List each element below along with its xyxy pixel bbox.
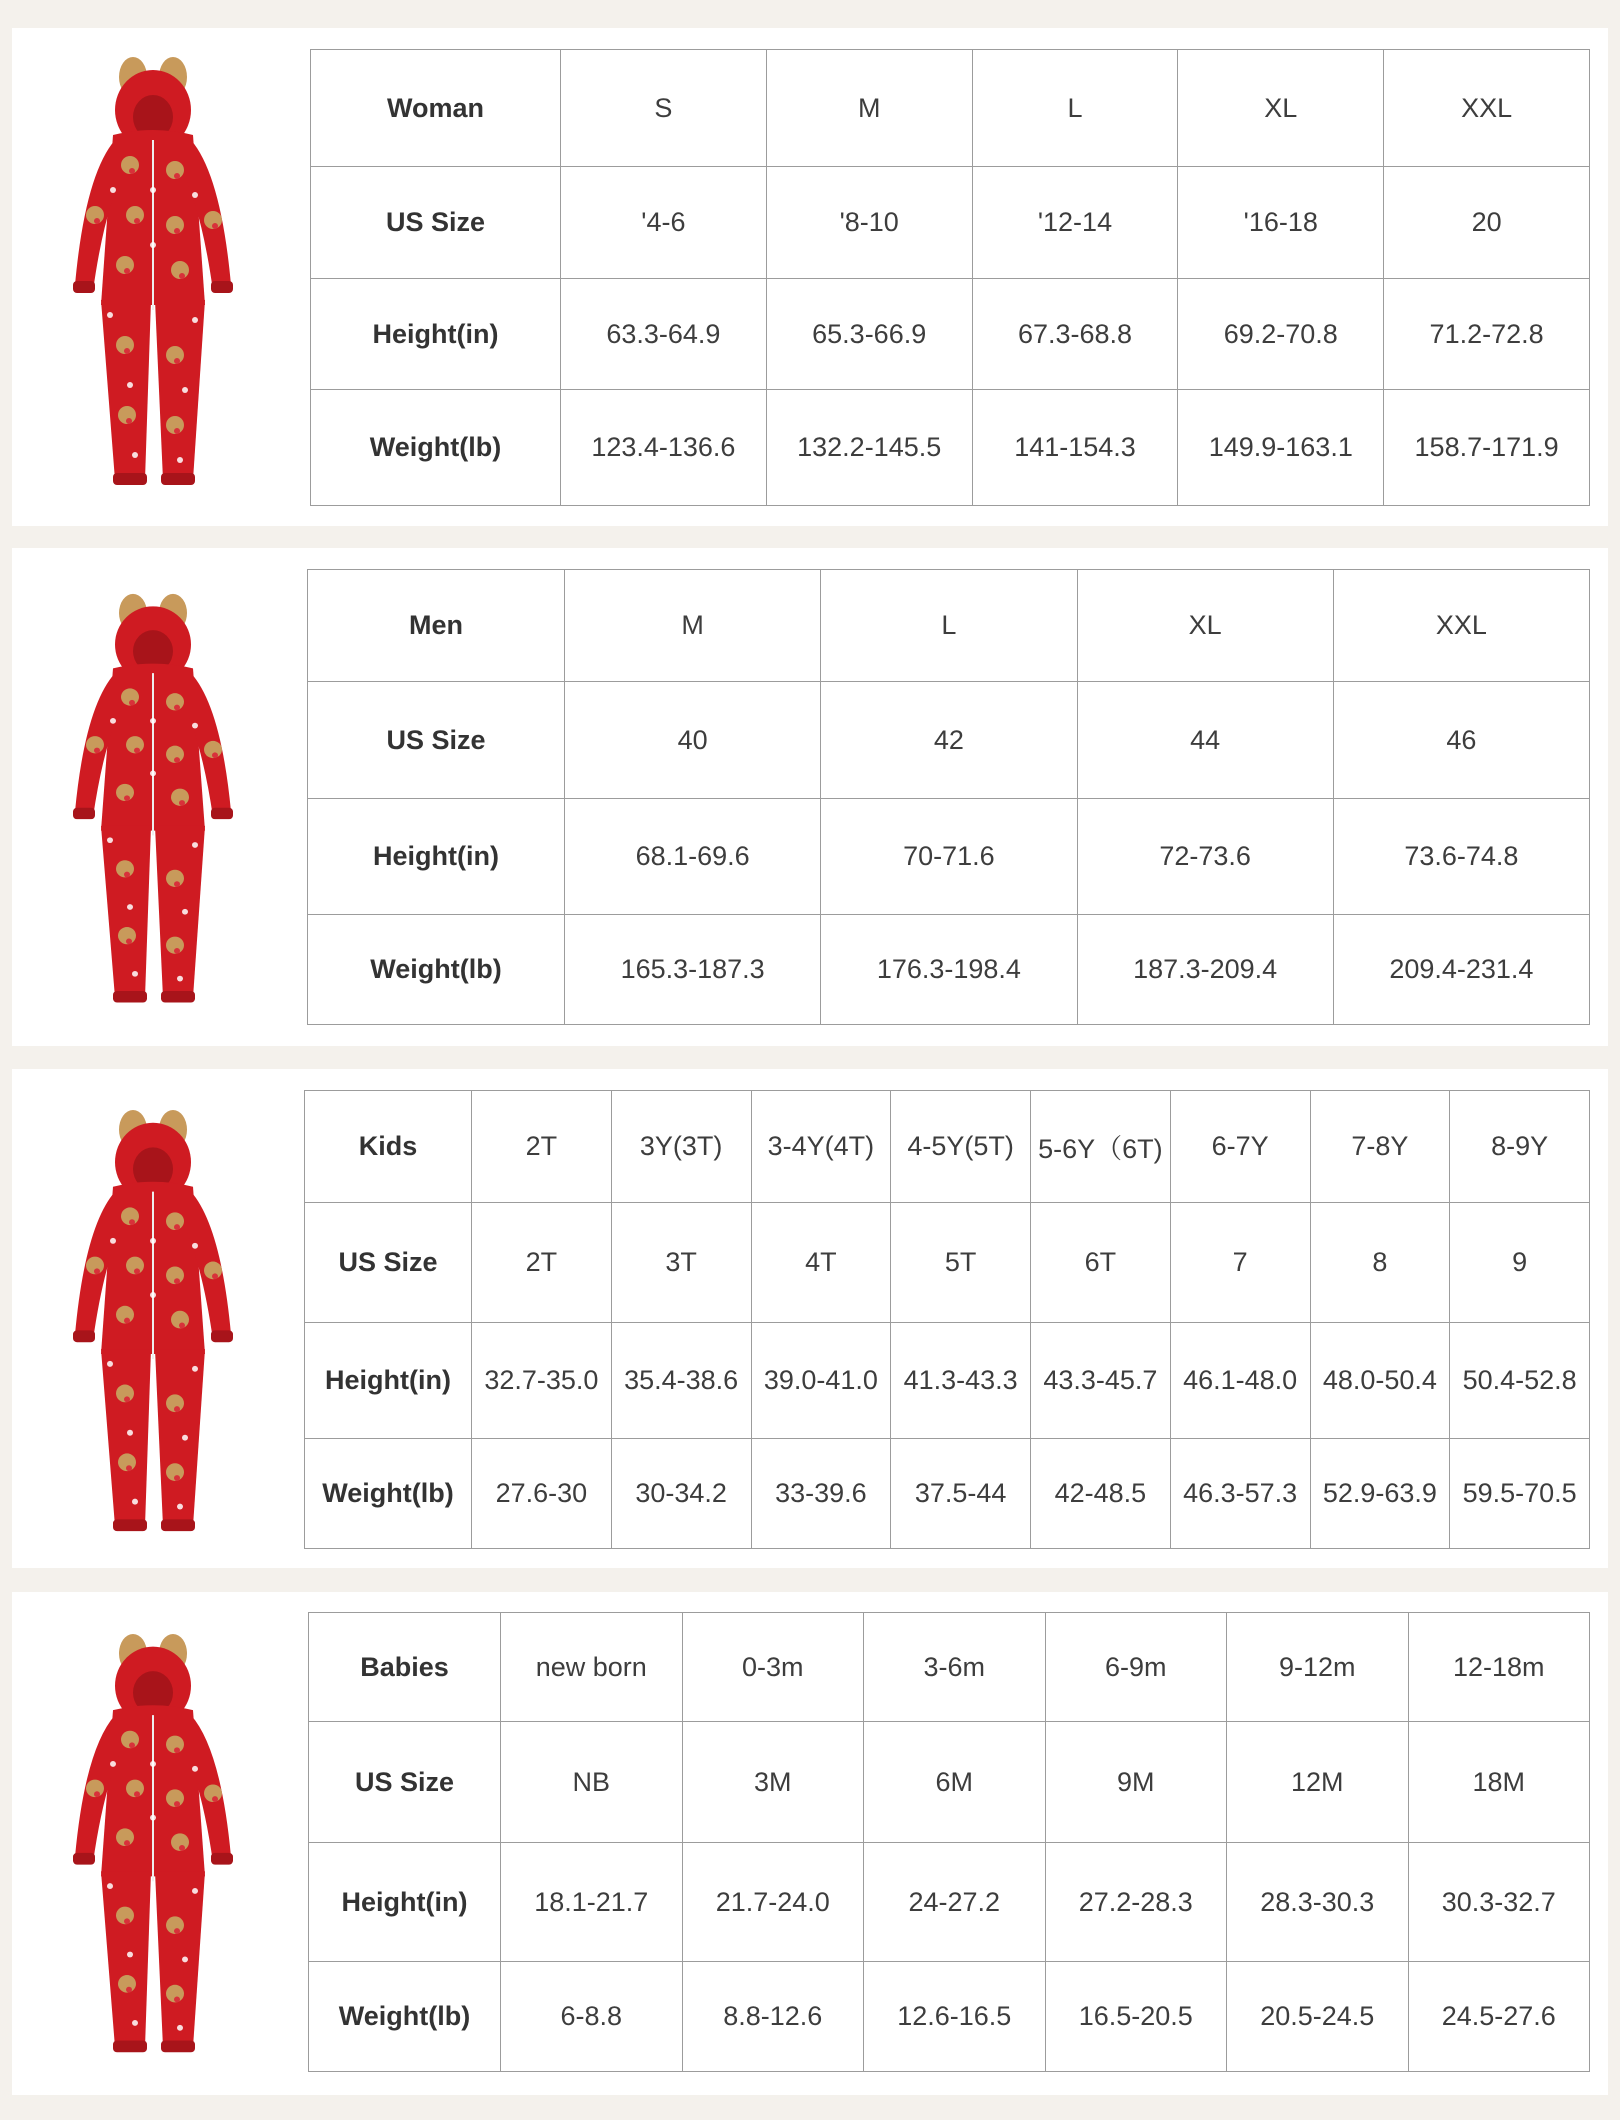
- table-header-row: [308, 570, 1590, 682]
- table-cell: M: [565, 570, 821, 682]
- table-cell: 35.4-38.6: [611, 1323, 751, 1439]
- table-cell: 3T: [611, 1203, 751, 1323]
- table-cell: '16-18: [1178, 167, 1384, 279]
- table-cell: 4-5Y(5T): [891, 1091, 1031, 1203]
- table-cell: XL: [1178, 50, 1384, 167]
- table-cell: 3-6m: [864, 1613, 1046, 1722]
- kids-size-table: [304, 1090, 1590, 1549]
- men-onesie-image: [35, 592, 270, 1012]
- table-cell: 21.7-24.0: [682, 1843, 864, 1962]
- table-cell: XXL: [1333, 570, 1589, 682]
- table-cell: Men: [308, 570, 565, 682]
- table-cell: NB: [501, 1722, 683, 1843]
- table-cell: 46: [1333, 682, 1589, 799]
- table-header-row: [309, 1613, 1590, 1722]
- table-cell: 59.5-70.5: [1450, 1439, 1590, 1549]
- babies-size-table: [308, 1612, 1590, 2072]
- table-cell: 9M: [1045, 1722, 1227, 1843]
- table-cell: M: [766, 50, 972, 167]
- table-cell: 187.3-209.4: [1077, 915, 1333, 1025]
- table-cell: 12-18m: [1408, 1613, 1590, 1722]
- table-cell: 2T: [472, 1091, 612, 1203]
- table-cell: 8: [1310, 1203, 1450, 1323]
- table-cell: 70-71.6: [821, 799, 1077, 915]
- table-cell: 27.6-30: [472, 1439, 612, 1549]
- table-cell: L: [972, 50, 1178, 167]
- table-cell: 27.2-28.3: [1045, 1843, 1227, 1962]
- table-cell: new born: [501, 1613, 683, 1722]
- table-cell: 37.5-44: [891, 1439, 1031, 1549]
- table-cell: 50.4-52.8: [1450, 1323, 1590, 1439]
- table-row: [311, 167, 1590, 279]
- table-cell: 158.7-171.9: [1384, 390, 1590, 506]
- table-cell: L: [821, 570, 1077, 682]
- woman-onesie-image: [35, 55, 270, 495]
- table-cell: 72-73.6: [1077, 799, 1333, 915]
- table-cell: Weight(lb): [308, 915, 565, 1025]
- table-cell: 63.3-64.9: [561, 279, 767, 390]
- table-cell: Height(in): [311, 279, 561, 390]
- table-cell: 40: [565, 682, 821, 799]
- table-cell: 20: [1384, 167, 1590, 279]
- table-cell: XL: [1077, 570, 1333, 682]
- table-cell: 48.0-50.4: [1310, 1323, 1450, 1439]
- table-cell: Weight(lb): [311, 390, 561, 506]
- table-cell: 165.3-187.3: [565, 915, 821, 1025]
- table-cell: 6M: [864, 1722, 1046, 1843]
- table-row: [308, 915, 1590, 1025]
- table-cell: 30-34.2: [611, 1439, 751, 1549]
- table-cell: 12.6-16.5: [864, 1962, 1046, 2072]
- table-cell: 5T: [891, 1203, 1031, 1323]
- table-cell: Height(in): [308, 799, 565, 915]
- table-cell: Height(in): [305, 1323, 472, 1439]
- table-cell: 30.3-32.7: [1408, 1843, 1590, 1962]
- table-cell: Woman: [311, 50, 561, 167]
- table-cell: XXL: [1384, 50, 1590, 167]
- table-cell: 149.9-163.1: [1178, 390, 1384, 506]
- table-cell: 0-3m: [682, 1613, 864, 1722]
- reindeer-onesie-icon: [35, 1632, 270, 2062]
- table-cell: 43.3-45.7: [1031, 1323, 1171, 1439]
- table-cell: 16.5-20.5: [1045, 1962, 1227, 2072]
- table-header-row: [305, 1091, 1590, 1203]
- table-cell: 132.2-145.5: [766, 390, 972, 506]
- table-cell: 32.7-35.0: [472, 1323, 612, 1439]
- table-row: [311, 390, 1590, 506]
- table-cell: 46.1-48.0: [1170, 1323, 1310, 1439]
- table-cell: Weight(lb): [305, 1439, 472, 1549]
- table-cell: '4-6: [561, 167, 767, 279]
- table-cell: 123.4-136.6: [561, 390, 767, 506]
- table-cell: 39.0-41.0: [751, 1323, 891, 1439]
- table-cell: 6-7Y: [1170, 1091, 1310, 1203]
- table-cell: 28.3-30.3: [1227, 1843, 1409, 1962]
- table-cell: 41.3-43.3: [891, 1323, 1031, 1439]
- table-cell: 3M: [682, 1722, 864, 1843]
- table-row: [308, 682, 1590, 799]
- table-row: [309, 1843, 1590, 1962]
- table-cell: 12M: [1227, 1722, 1409, 1843]
- table-cell: 71.2-72.8: [1384, 279, 1590, 390]
- table-cell: '8-10: [766, 167, 972, 279]
- table-cell: 141-154.3: [972, 390, 1178, 506]
- table-cell: 18M: [1408, 1722, 1590, 1843]
- table-row: [309, 1962, 1590, 2072]
- table-row: [305, 1439, 1590, 1549]
- table-cell: 20.5-24.5: [1227, 1962, 1409, 2072]
- table-row: [311, 279, 1590, 390]
- table-cell: 42: [821, 682, 1077, 799]
- table-cell: 68.1-69.6: [565, 799, 821, 915]
- table-cell: US Size: [305, 1203, 472, 1323]
- reindeer-onesie-icon: [35, 55, 270, 495]
- table-row: [308, 799, 1590, 915]
- table-cell: 4T: [751, 1203, 891, 1323]
- table-cell: S: [561, 50, 767, 167]
- woman-size-table: [310, 49, 1590, 506]
- table-cell: 8-9Y: [1450, 1091, 1590, 1203]
- table-cell: 3-4Y(4T): [751, 1091, 891, 1203]
- table-cell: 44: [1077, 682, 1333, 799]
- table-cell: 69.2-70.8: [1178, 279, 1384, 390]
- table-cell: 73.6-74.8: [1333, 799, 1589, 915]
- table-cell: 7: [1170, 1203, 1310, 1323]
- table-cell: US Size: [311, 167, 561, 279]
- table-cell: 2T: [472, 1203, 612, 1323]
- table-cell: 65.3-66.9: [766, 279, 972, 390]
- table-cell: 42-48.5: [1031, 1439, 1171, 1549]
- table-cell: US Size: [309, 1722, 501, 1843]
- table-cell: '12-14: [972, 167, 1178, 279]
- table-header-row: [311, 50, 1590, 167]
- table-cell: 9: [1450, 1203, 1590, 1323]
- table-cell: 3Y(3T): [611, 1091, 751, 1203]
- table-cell: Babies: [309, 1613, 501, 1722]
- table-cell: 7-8Y: [1310, 1091, 1450, 1203]
- babies-onesie-image: [35, 1632, 270, 2062]
- table-cell: Height(in): [309, 1843, 501, 1962]
- kids-onesie-image: [35, 1108, 270, 1541]
- table-cell: Kids: [305, 1091, 472, 1203]
- table-cell: 33-39.6: [751, 1439, 891, 1549]
- table-cell: 46.3-57.3: [1170, 1439, 1310, 1549]
- table-cell: 24.5-27.6: [1408, 1962, 1590, 2072]
- table-cell: 5-6Y（6T): [1031, 1091, 1171, 1203]
- table-cell: 24-27.2: [864, 1843, 1046, 1962]
- table-row: [309, 1722, 1590, 1843]
- table-cell: 8.8-12.6: [682, 1962, 864, 2072]
- reindeer-onesie-icon: [35, 592, 270, 1012]
- table-cell: 209.4-231.4: [1333, 915, 1589, 1025]
- table-cell: 67.3-68.8: [972, 279, 1178, 390]
- table-cell: 6-9m: [1045, 1613, 1227, 1722]
- table-cell: 6T: [1031, 1203, 1171, 1323]
- table-cell: 176.3-198.4: [821, 915, 1077, 1025]
- table-cell: 18.1-21.7: [501, 1843, 683, 1962]
- table-cell: Weight(lb): [309, 1962, 501, 2072]
- table-cell: 9-12m: [1227, 1613, 1409, 1722]
- men-size-table: [307, 569, 1590, 1025]
- table-row: [305, 1203, 1590, 1323]
- table-cell: 6-8.8: [501, 1962, 683, 2072]
- reindeer-onesie-icon: [35, 1108, 270, 1541]
- table-cell: US Size: [308, 682, 565, 799]
- table-cell: 52.9-63.9: [1310, 1439, 1450, 1549]
- table-row: [305, 1323, 1590, 1439]
